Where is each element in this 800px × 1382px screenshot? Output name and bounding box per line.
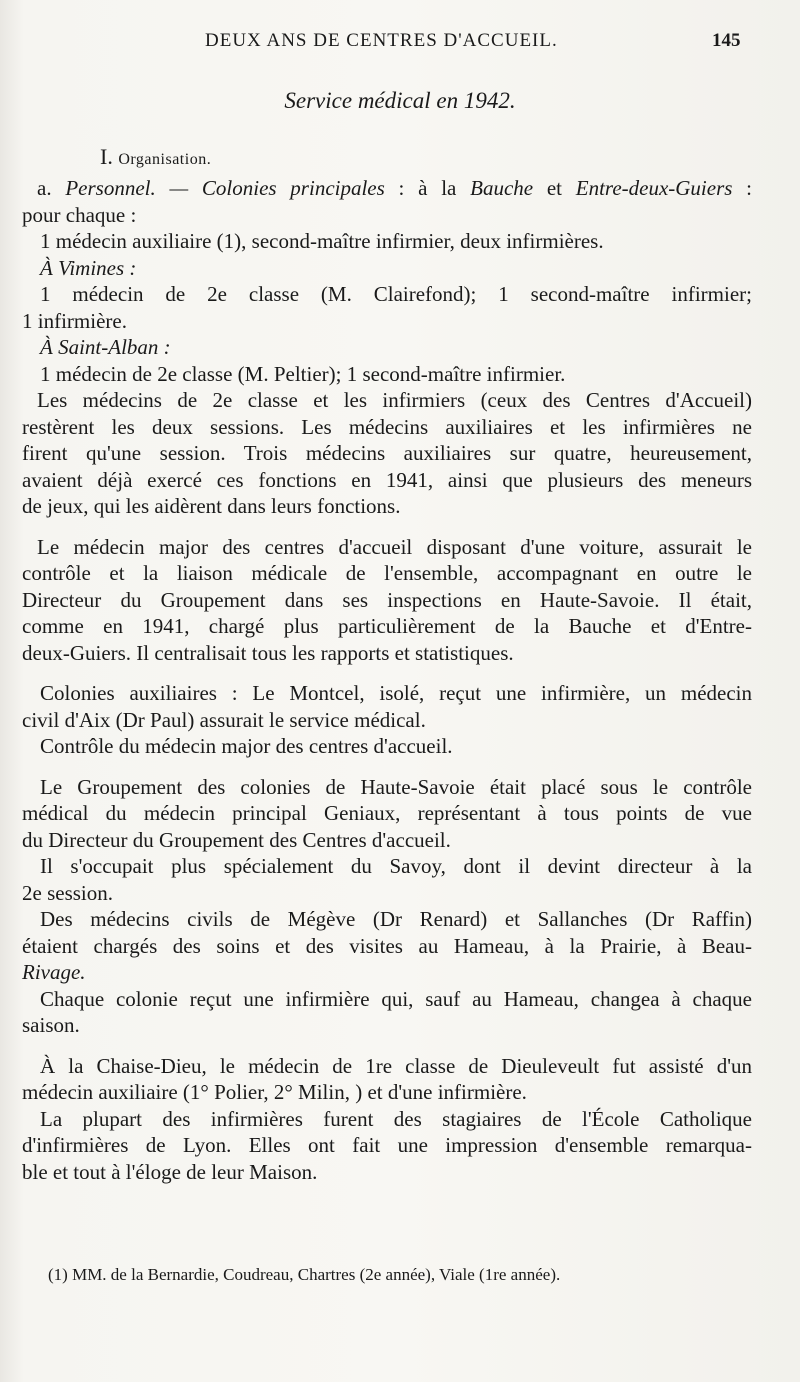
text-line: deux-Guiers. Il centralisait tous les rapports et statistiques. bbox=[22, 640, 514, 665]
section-title: Service médical en 1942. bbox=[284, 88, 516, 113]
text-line: À Vimines : bbox=[40, 255, 137, 280]
text-line: étaient chargés des soins et des visites au Hameau, à la Prairie, à Beau- bbox=[22, 933, 752, 958]
text-line: civil d'Aix (Dr Paul) assurait le service médical. bbox=[22, 707, 426, 732]
page-number: 145 bbox=[712, 30, 741, 51]
text-line: Contrôle du médecin major des centres d'accueil. bbox=[40, 734, 453, 758]
text-line: médecin auxiliaire (1° Polier, 2° Milin, ) et d'une infirmière. bbox=[22, 1080, 527, 1104]
text-line: d'infirmières de Lyon. Elles ont fait une impression d'ensemble remarqua- bbox=[22, 1133, 752, 1157]
organisation-heading bbox=[100, 144, 211, 170]
organisation-label: Organisation. bbox=[118, 151, 212, 168]
text-line: Directeur du Groupement dans ses inspections en Haute-Savoie. Il était, bbox=[22, 587, 752, 612]
text-line: restèrent les deux sessions. Les médecins auxiliaires et les infirmières ne bbox=[22, 414, 752, 439]
text-line: Des médecins civils de Mégève (Dr Renard) et Sallanches (Dr Raffin) bbox=[40, 907, 752, 931]
footnote: (1) MM. de la Bernardie, Coudreau, Chartres (2e année), Viale (1re année). bbox=[48, 1265, 561, 1284]
text-line: avaient déjà exercé ces fonctions en 1941, ainsi que plusieurs des meneurs bbox=[22, 467, 752, 492]
text-line: comme en 1941, chargé plus particulièrement de la Bauche et d'Entre- bbox=[22, 614, 752, 638]
text-line: 1 médecin de 2e classe (M. Clairefond); 1 second-maître infirmier; bbox=[40, 282, 752, 306]
text-line: Les médecins de 2e classe et les infirmiers (ceux des Centres d'Accueil) bbox=[37, 388, 752, 412]
text-line: a. Personnel. — Colonies principales : à la Bauche et Entre-deux-Guiers : bbox=[37, 176, 753, 200]
text-line: pour chaque : bbox=[22, 202, 137, 227]
text-line: contrôle et la liaison médicale de l'ensemble, accompagnant en outre le bbox=[22, 561, 752, 585]
text-line: La plupart des infirmières furent des stagiaires de l'École Catholique bbox=[40, 1106, 752, 1131]
text-line: 1 infirmière. bbox=[22, 308, 127, 333]
text-line: Chaque colonie reçut une infirmière qui, sauf au Hameau, changea à chaque bbox=[40, 986, 752, 1011]
organisation-numeral: I. bbox=[100, 144, 113, 169]
text-line: de jeux, qui les aidèrent dans leurs fonctions. bbox=[22, 494, 401, 518]
text-line: Il s'occupait plus spécialement du Savoy, dont il devint directeur à la bbox=[40, 854, 752, 878]
text-line: Le Groupement des colonies de Haute-Savoie était placé sous le contrôle bbox=[40, 774, 752, 799]
text-line: 2e session. bbox=[22, 880, 113, 905]
text-line: À la Chaise-Dieu, le médecin de 1re classe de Dieuleveult fut assisté d'un bbox=[40, 1053, 752, 1078]
text-line: 1 médecin auxiliaire (1), second-maître infirmier, deux infirmières. bbox=[40, 229, 604, 253]
text-line: médical du médecin principal Geniaux, représentant à tous points de vue bbox=[22, 801, 752, 825]
text-line: du Directeur du Groupement des Centres d'accueil. bbox=[22, 827, 451, 852]
text-line: ble et tout à l'éloge de leur Maison. bbox=[22, 1159, 318, 1184]
text-line: firent qu'une session. Trois médecins auxiliaires sur quatre, heureusement, bbox=[22, 441, 752, 465]
running-header bbox=[0, 30, 800, 60]
body-text bbox=[0, 175, 800, 1185]
text-line: saison. bbox=[22, 1013, 80, 1037]
running-header-title: DEUX ANS DE CENTRES D'ACCUEIL. bbox=[205, 30, 558, 51]
text-line: Rivage. bbox=[22, 960, 86, 984]
text-line: 1 médecin de 2e classe (M. Peltier); 1 second-maître infirmier. bbox=[40, 361, 566, 386]
text-line: Colonies auxiliaires : Le Montcel, isolé, reçut une infirmière, un médecin bbox=[40, 681, 752, 705]
text-line: Le médecin major des centres d'accueil disposant d'une voiture, assurait le bbox=[37, 534, 752, 559]
text-line: À Saint-Alban : bbox=[40, 335, 171, 359]
